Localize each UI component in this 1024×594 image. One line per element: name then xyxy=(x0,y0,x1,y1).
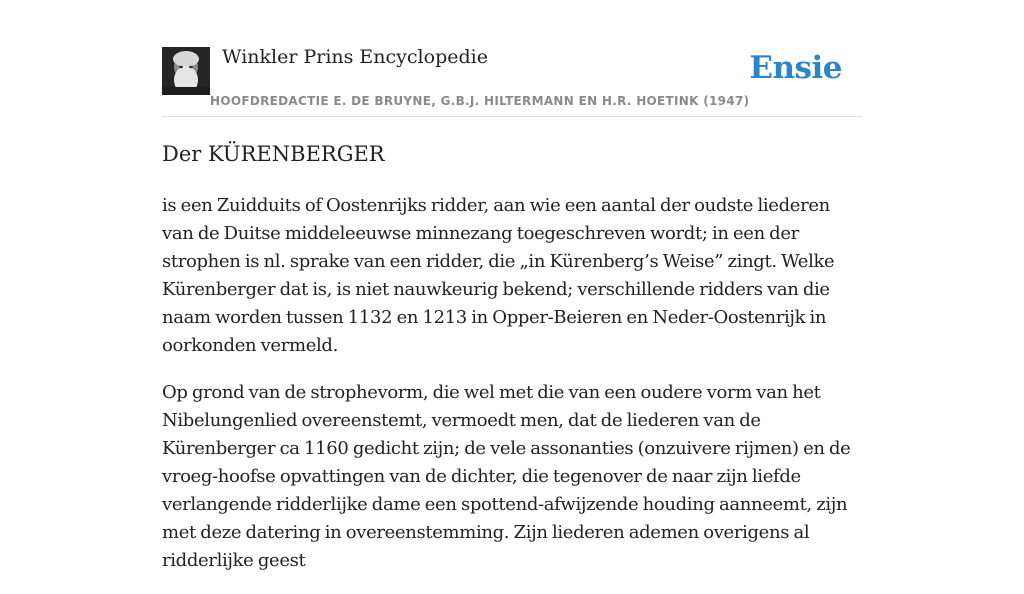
editors-line: HOOFDREDACTIE E. DE BRUYNE, G.B.J. HILTERMANN EN H.R. HOETINK (1947) xyxy=(210,94,750,108)
author-portrait xyxy=(162,47,210,95)
article xyxy=(162,137,862,594)
site-title[interactable]: Winkler Prins Encyclopedie xyxy=(222,46,488,68)
article-paragraph-2: Op grond van de strophevorm, die wel met die van een oudere vorm van het Nibelungenlied overeenstemt, vermoedt men, dat de liederen van de Kürenberger ca 1160 gedicht zijn; de vele assonanties (onzuivere rijmen) en de vroeg-hoofse opvattingen van de dichter, die tegenover de naar zijn liefde verlangende ridderlijke dame een spottend-afwijzende houding aanneemt, zijn met deze datering in overeenstemming. Zijn liederen ademen overigens al ridderlijke geest xyxy=(162,382,851,571)
portrait-image xyxy=(162,47,210,95)
site-header xyxy=(162,44,862,117)
article-title: Der KÜRENBERGER xyxy=(162,142,385,166)
brand-logo[interactable]: Ensie xyxy=(749,50,842,86)
article-paragraph-1: is een Zuidduits of Oostenrijks ridder, aan wie een aantal der oudste liederen van de Duitse middeleeuwse minnezang toegeschreven wordt; in een der strophen is nl. sprake van een ridder, die „in Kürenberg’s Weise” zingt. Welke Kürenberger dat is, is niet nauwkeurig bekend; verschillende ridders van die naam worden tussen 1132 en 1213 in Opper-Beieren en Neder-Oostenrijk in oorkonden vermeld. xyxy=(162,195,835,356)
